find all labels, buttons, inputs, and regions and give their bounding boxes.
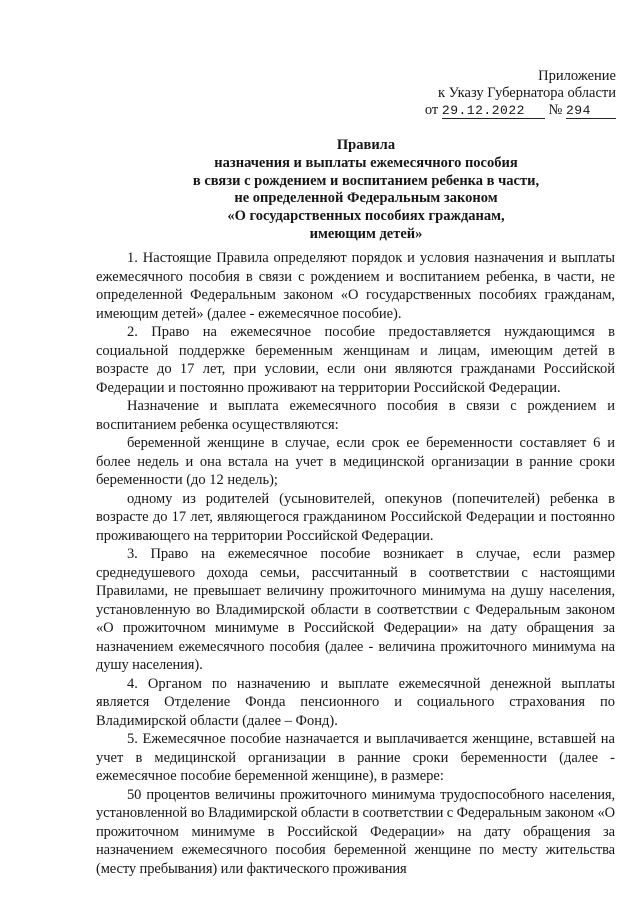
title-line: Правила	[336, 137, 396, 153]
paragraph-2-parent: одному из родителей (усыновителей, опекунов (попечителей) ребенка в возрасте до 17 лет, являющегося гражданином Российской Федерации и постоянно проживающего на территории Российской Федерации.	[96, 490, 615, 544]
title-line: в связи с рождением и воспитанием ребенка в части,	[192, 172, 540, 189]
document-body	[96, 249, 615, 878]
paragraph-2-assignment: Назначение и выплата ежемесячного пособия в связи с рождением и воспитанием ребенка осуществляются:	[96, 398, 615, 433]
title-line: назначения и выплаты ежемесячного пособия	[214, 154, 518, 171]
title-line: не определенной Федеральным законом	[234, 190, 498, 207]
decree-date: 29.12.2022	[442, 103, 545, 119]
paragraph-1: 1. Настоящие Правила определяют порядок и условия назначения и выплаты ежемесячного пособия в связи с рождением и воспитанием ребенка, в части, не определенной Федеральным законом «О государственных пособиях гражданам, имеющим детей» (далее - ежемесячное пособие).	[96, 250, 615, 322]
decree-date-number-line	[425, 102, 616, 119]
decree-number: 294	[566, 103, 616, 119]
document-title	[96, 137, 636, 244]
date-prefix: от	[424, 102, 439, 118]
paragraph-2-pregnant: беременной женщине в случае, если срок ее беременности составляет 6 и более недель и она встала на учет в медицинской организации в ранние сроки беременности (до 12 недель);	[96, 435, 615, 488]
title-line: «О государственных пособиях гражданам,	[227, 208, 505, 225]
paragraph-5-amount: 50 процентов величины прожиточного минимума трудоспособного населения, установленной во Владимирской области в соответствии с Федеральным законом «О прожиточном минимуме в Российской Федерации» на дату обращения за назначением ежемесячного пособия беременной женщине по месту жительства (месту пребывания) или фактического проживания	[96, 786, 615, 877]
decree-reference: к Указу Губернатора области	[438, 85, 616, 101]
paragraph-5: 5. Ежемесячное пособие назначается и выплачивается женщине, вставшей на учет в медицинской организации в ранние сроки беременности (далее - ежемесячное пособие беременной женщине), в размере:	[96, 731, 615, 784]
title-line: имеющим детей»	[309, 225, 423, 242]
number-prefix: №	[548, 102, 563, 118]
appendix-header	[425, 68, 616, 119]
appendix-label: Приложение	[538, 68, 616, 84]
paragraph-4: 4. Органом по назначению и выплате ежемесячной денежной выплаты является Отделение Фонда пенсионного и социального страхования по Владимирской области (далее – Фонд).	[96, 675, 615, 729]
paragraph-2: 2. Право на ежемесячное пособие предоставляется нуждающимся в социальной поддержке беременным женщинам и лицам, имеющим детей в возрасте до 17 лет, при условии, если они являются гражданами Российской Федерации и постоянно проживают на территории Российской Федерации.	[96, 324, 615, 396]
paragraph-3: 3. Право на ежемесячное пособие возникает в случае, если размер среднедушевого дохода семьи, рассчитанный в соответствии с настоящими Правилами, не превышает величину прожиточного минимума на душу населения, установленную во Владимирской области в соответствии с Федеральным законом «О прожиточном минимуме в Российской Федерации» на дату обращения за назначением ежемесячного пособия (далее - величина прожиточного минимума на душу населения).	[96, 546, 615, 673]
